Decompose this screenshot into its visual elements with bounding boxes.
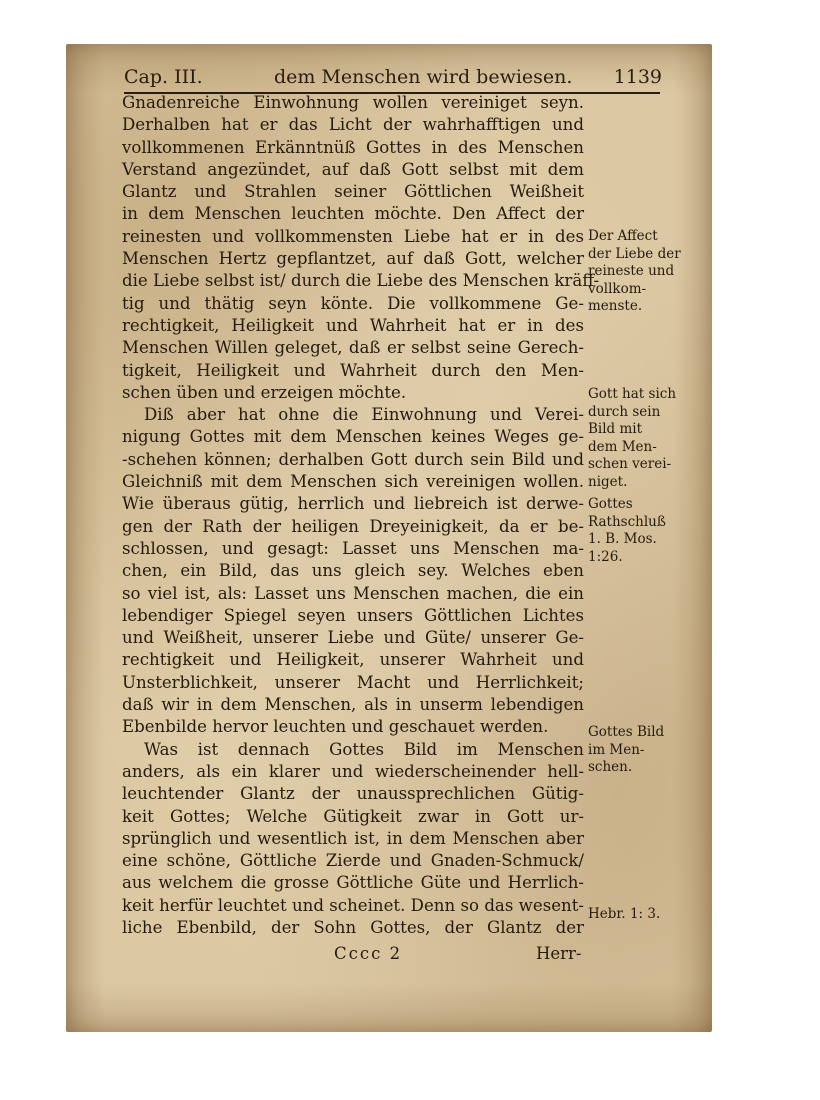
text-line: keit herfür leuchtet und scheinet. Denn so das wesent- [122, 895, 584, 915]
margin-note-line: Der Affect [588, 228, 658, 244]
margin-note-line: menste. [588, 298, 643, 314]
text-line: schlossen, und gesagt: Lasset uns Menschen ma- [122, 538, 584, 558]
text-line: Glantz und Strahlen seiner Göttlichen Weißheit [122, 182, 584, 202]
text-line: Derhalben hat er das Licht der wahrhafftigen und [122, 115, 584, 135]
margin-note-line: Gott hat sich [588, 386, 677, 402]
text-line: Unsterblichkeit, unserer Macht und Herrlichkeit; [122, 672, 584, 692]
margin-note [588, 724, 664, 777]
chapter-label: Cap. III. [124, 66, 203, 88]
margin-note [588, 906, 660, 924]
margin-note [588, 386, 676, 491]
margin-note-line: reineste und [588, 263, 675, 279]
text-line: Verstand angezündet, auf daß Gott selbst mit dem [122, 159, 584, 179]
text-line: Menschen Hertz gepflantzet, auf daß Gott, welcher [122, 249, 584, 269]
page-number: 1139 [613, 66, 662, 88]
text-line: vollkommenen Erkänntnüß Gottes in des Menschen [122, 137, 584, 157]
text-line: liche Ebenbild, der Sohn Gottes, der Glantz der [122, 917, 584, 937]
margin-note-line: schen. [588, 759, 633, 775]
text-line: rechtigkeit und Heiligkeit, unserer Wahrheit und [122, 650, 584, 670]
text-line: reinesten und vollkommensten Liebe hat er in des [122, 226, 584, 246]
text-line: nigung Gottes mit dem Menschen keines Weges ge- [122, 427, 584, 447]
text-line: Gleichniß mit dem Menschen sich vereinigen wollen. [122, 472, 584, 492]
text-line: so viel ist, als: Lasset uns Menschen machen, die ein [122, 583, 584, 603]
text-line: Menschen Willen geleget, daß er selbst seine Gerech- [122, 338, 584, 358]
text-line: keit Gottes; Welche Gütigkeit zwar in Gott ur- [122, 806, 584, 826]
margin-note-line: Gottes Bild [588, 724, 665, 740]
body-text [122, 92, 600, 939]
text-line: rechtigkeit, Heiligkeit und Wahrheit hat er in des [122, 315, 584, 335]
text-line: chen, ein Bild, das uns gleich sey. Welches eben [122, 561, 584, 581]
text-line: lebendiger Spiegel seyen unsers Göttlichen Lichtes [122, 605, 584, 625]
margin-note-line: der Liebe der [588, 245, 681, 262]
margin-note-line: 1:26. [588, 548, 623, 565]
catchword: Herr- [536, 944, 582, 963]
margin-note-line: Gottes [588, 496, 633, 512]
margin-note-line: Bild mit [588, 421, 643, 437]
text-line: Wie überaus gütig, herrlich und liebreich ist derwe- [122, 494, 584, 514]
text-line: in dem Menschen leuchten möchte. Den Affect der [122, 204, 584, 224]
running-title: dem Menschen wird bewiesen. [274, 66, 573, 88]
margin-note [588, 496, 666, 566]
text-line: Diß aber hat ohne die Einwohnung und Verei- [144, 405, 584, 425]
text-line: schen üben und erzeigen möchte. [122, 382, 407, 402]
book-page [66, 44, 712, 1032]
text-line: anders, als ein klarer und wiederscheinender hell- [122, 761, 584, 781]
text-line: -schehen können; derhalben Gott durch sein Bild und [122, 449, 584, 469]
margin-note-line: im Men- [588, 741, 645, 758]
page-footer [66, 944, 712, 968]
margin-note-line: Hebr. 1: 3. [588, 906, 661, 922]
margin-note-line: 1. B. Mos. [588, 531, 657, 547]
text-line: aus welchem die grosse Göttliche Güte und Herrlich- [122, 873, 584, 893]
margin-note-line: schen verei- [588, 456, 672, 472]
margin-note-line: Rathschluß [588, 513, 666, 530]
text-line: sprünglich und wesentlich ist, in dem Menschen aber [122, 828, 584, 848]
text-line: tig und thätig seyn könte. Die vollkommene Ge- [122, 293, 584, 313]
signature-mark: Cccc 2 [334, 944, 403, 963]
margin-note-line: dem Men- [588, 438, 657, 455]
margin-note-line: durch sein [588, 403, 661, 420]
text-line: und Weißheit, unserer Liebe und Güte/ unserer Ge- [122, 628, 584, 648]
text-line: leuchtender Glantz der unaussprechlichen Gütig- [122, 784, 584, 804]
text-line: Was ist dennach Gottes Bild im Menschen [144, 739, 584, 759]
text-line: tigkeit, Heiligkeit und Wahrheit durch den Men- [122, 360, 584, 380]
text-line: daß wir in dem Menschen, als in unserm lebendigen [122, 695, 584, 715]
text-line: Gnadenreiche Einwohnung wollen vereiniget seyn. [122, 93, 584, 112]
running-head [124, 64, 662, 92]
margin-note-line: vollkom- [588, 280, 647, 297]
text-line: die Liebe selbst ist/ durch die Liebe des Menschen kräff- [122, 271, 600, 291]
text-line: Ebenbilde hervor leuchten und geschauet werden. [122, 717, 549, 737]
text-line: eine schöne, Göttliche Zierde und Gnaden-Schmuck/ [122, 851, 584, 871]
text-line: gen der Rath der heiligen Dreyeinigkeit, da er be- [122, 516, 584, 536]
margin-note-line: niget. [588, 473, 628, 490]
margin-note [588, 228, 681, 316]
